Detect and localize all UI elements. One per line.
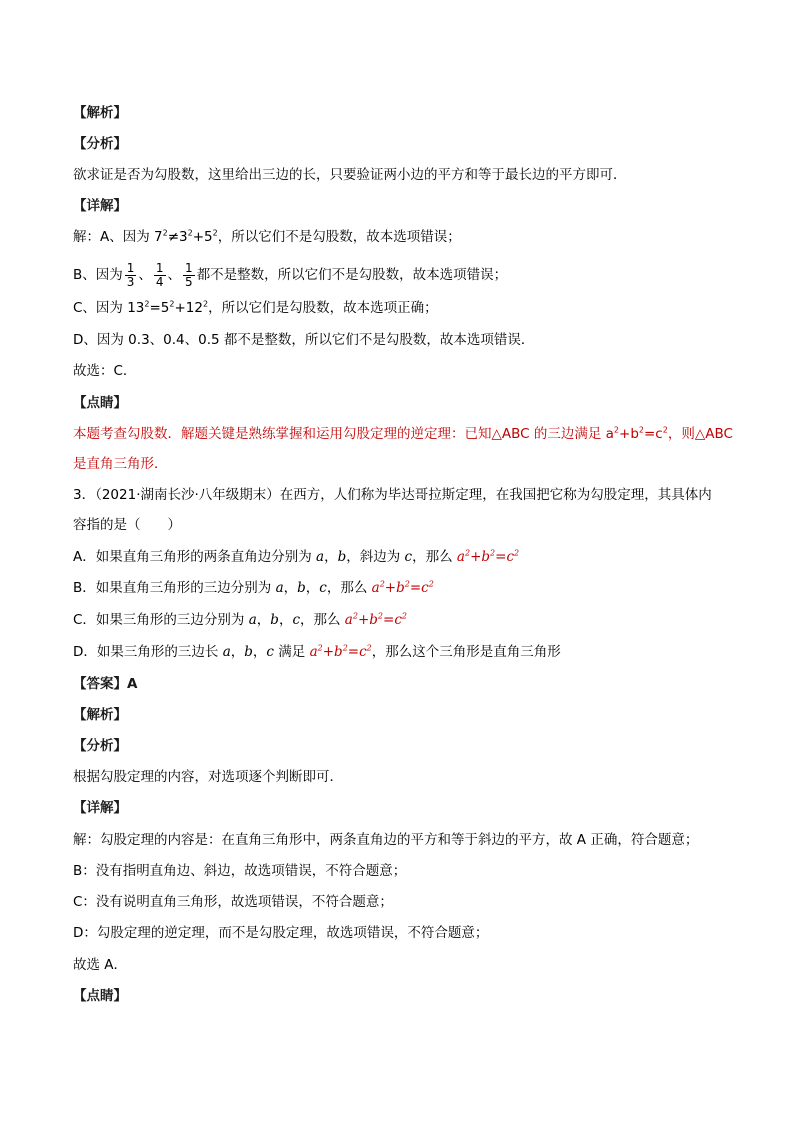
q3-fenxi-label: 【分析】 (73, 738, 127, 754)
separator: 、 (138, 267, 152, 283)
opt-b-then: ，那么 (326, 580, 372, 596)
comma: ， (252, 644, 267, 660)
q3-option-a (73, 547, 733, 567)
q3-detail-4: D：勾股定理的逆定理，而不是勾股定理，故选项错误，不符合题意； (73, 925, 489, 941)
sup: 2 (203, 299, 209, 309)
dianjing-text-line2: 是直角三角形． (73, 456, 168, 472)
solution-line-d: D、因为 0.3、0.4、0.5 都不是整数，所以它们不是勾股数，故本选项错误． (73, 332, 535, 348)
line-c-mid: =5 (149, 300, 170, 316)
dianjing-text-line1 (73, 424, 733, 444)
comma: ， (278, 612, 293, 628)
line-a-mid2: +5 (192, 229, 213, 245)
comma: ， (324, 549, 338, 565)
q3-xiangjie-label: 【详解】 (73, 800, 127, 816)
var-c: c (404, 549, 413, 565)
answer-text: 【答案】A (73, 676, 138, 692)
q3-detail-3: C：没有说明直角三角形，故选项错误，不符合题意； (73, 894, 393, 910)
var-b: b (297, 580, 306, 596)
q3-stem-line2: 容指的是（ ） (73, 517, 181, 533)
fraction-one-third: $\frac{1}{3}$ (126, 260, 135, 289)
comma: ， (305, 580, 320, 596)
line-b-pre: B、因为 (73, 267, 123, 283)
comma: ， (230, 644, 245, 660)
comma: ， (283, 580, 298, 596)
var-b: b (244, 644, 253, 660)
q3-fenxi-text: 根据勾股定理的内容，对选项逐个判断即可． (73, 769, 343, 785)
solution-line-b (73, 260, 733, 290)
sup: 2 (212, 228, 218, 238)
section-jiexi-label: 【解析】 (73, 105, 127, 121)
opt-c-text: C．如果三角形的三边分别为 (73, 612, 249, 628)
opt-b-text: B．如果直角三角形的三边分别为 (73, 580, 276, 596)
fenxi-text: 欲求证是否为勾股数，这里给出三边的长，只要验证两小边的平方和等于最长边的平方即可． (73, 167, 627, 183)
solution-line-a (73, 227, 733, 247)
q3-dianjing-label: 【点睛】 (73, 988, 127, 1004)
opt-d-equation: $a^2+b^2=c^2$ (309, 643, 372, 660)
sup: 2 (162, 228, 168, 238)
sup: 2 (662, 425, 668, 435)
q3-stem-line1: 3．（2021·湖南长沙·八年级期末）在西方，人们称为毕达哥拉斯定理，在我国把它称为勾股定理，其具体内 (73, 487, 712, 503)
opt-d-post: ，那么这个三角形是直角三角形 (371, 644, 561, 660)
sup: 2 (187, 228, 193, 238)
line-a-post: ，所以它们不是勾股数，故本选项错误； (217, 229, 461, 245)
var-c: c (292, 612, 300, 628)
line-c-post: ，所以它们是勾股数，故本选项正确； (208, 300, 438, 316)
opt-a-equation: $a^2+b^2=c^2$ (456, 548, 520, 565)
section-xiangjie-label: 【详解】 (73, 198, 127, 214)
dj-post: ，则△ABC (667, 426, 733, 442)
line-a-mid: ≠3 (167, 229, 188, 245)
q3-option-c (73, 610, 733, 630)
separator: 、 (167, 267, 182, 283)
var-c: c (266, 644, 274, 660)
opt-a-mid: ，斜边为 (346, 549, 405, 565)
section-fenxi-label: 【分析】 (73, 136, 127, 152)
sup: 2 (169, 299, 175, 309)
var-b: b (270, 612, 279, 628)
opt-b-equation: $a^2+b^2=c^2$ (371, 579, 434, 596)
sup: 2 (638, 425, 644, 435)
var-a: a (222, 644, 231, 660)
q3-detail-2: B：没有指明直角边、斜边，故选项错误，不符合题意； (73, 863, 407, 879)
opt-d-satisfy: 满足 (273, 644, 310, 660)
var-b: b (337, 549, 347, 565)
solution-line-c (73, 298, 733, 318)
dj-mid: +b (619, 426, 639, 442)
var-a: a (316, 549, 325, 565)
opt-c-equation: $a^2+b^2=c^2$ (344, 611, 407, 628)
sup: 2 (613, 425, 620, 435)
var-c: c (319, 580, 327, 596)
dj-pre: 本题考查勾股数．解题关键是熟练掌握和运用勾股定理的逆定理：已知△ABC 的三边满足 a (73, 426, 614, 442)
q3-choose: 故选 A． (73, 957, 128, 973)
opt-a-text: A．如果直角三角形的两条直角边分别为 (73, 549, 317, 565)
opt-d-text: D．如果三角形的三边长 (73, 644, 223, 660)
fraction-one-fourth: $\frac{1}{4}$ (155, 260, 164, 289)
q3-option-d (73, 642, 733, 662)
q3-option-b (73, 578, 733, 598)
opt-c-then: ，那么 (300, 612, 345, 628)
section-dianjing-label: 【点睛】 (73, 395, 127, 411)
fraction-one-fifth: $\frac{1}{5}$ (185, 260, 193, 289)
line-c-mid2: +12 (174, 300, 203, 316)
line-b-post: 都不是整数，所以它们不是勾股数，故本选项错误； (196, 267, 508, 283)
q3-answer (73, 674, 733, 694)
dj-mid2: =c (644, 426, 663, 442)
choose-c: 故选：C． (73, 363, 137, 379)
sup: 2 (144, 299, 150, 309)
var-a: a (248, 612, 257, 628)
line-c-pre: C、因为 13 (73, 300, 145, 316)
q3-detail-1: 解：勾股定理的内容是：在直角三角形中，两条直角边的平方和等于斜边的平方，故 A 正确，符合题意； (73, 832, 699, 848)
line-a-pre: 解：A、因为 7 (73, 229, 163, 245)
q3-jiexi-label: 【解析】 (73, 707, 127, 723)
comma: ， (256, 612, 271, 628)
opt-a-then: ，那么 (412, 549, 457, 565)
var-a: a (275, 580, 284, 596)
